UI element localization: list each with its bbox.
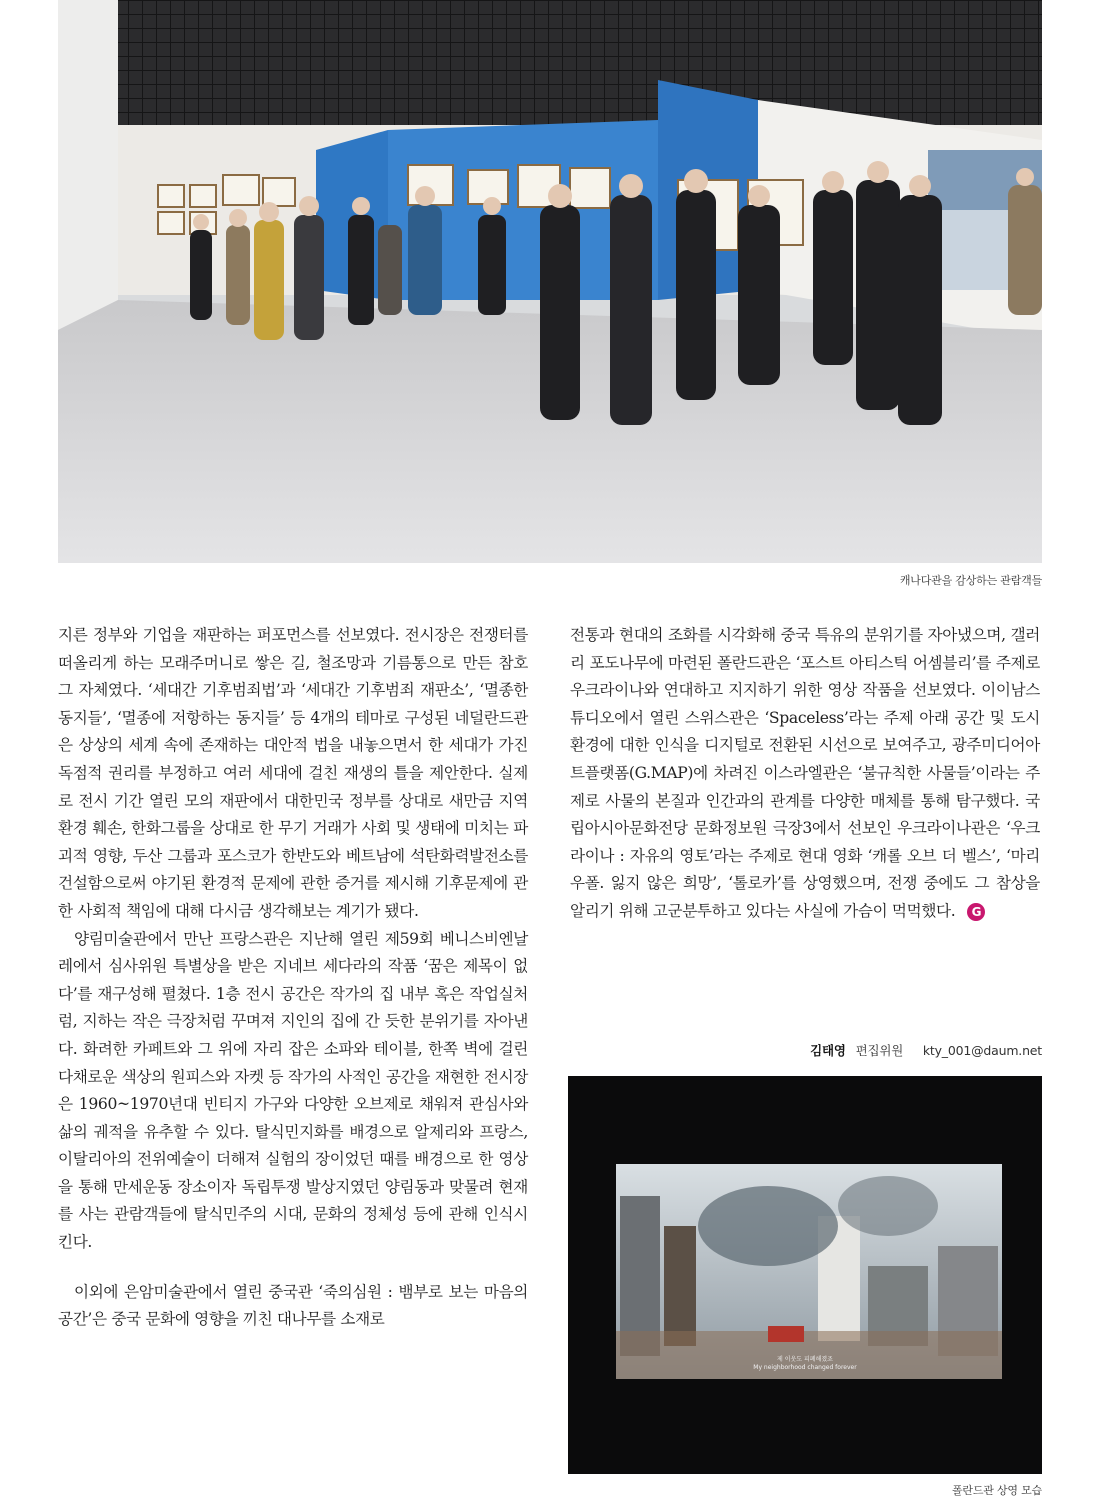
- paragraph: 양림미술관에서 만난 프랑스관은 지난해 열린 제59회 베니스비엔날레에서 심사위원 특별상을 받은 지네브 세다라의 작품 ‘꿈은 제목이 없다’를 재구성해 펼쳤다. 1층 전시 공간은 작가의 집 내부 혹은 작업실처럼, 지하는 작은 극장처럼 꾸며져 지인의 집에 간 듯한 분위기를 자아낸다. 화려한 카페트와 그 위에 자리 잡은 소파와 테이블, 한쪽 벽에 걸린 다채로운 색상의 원피스와 자켓 등 작가의 사적인 공간을 재현한 전시장은 1960~1970년대 빈티지 가구와 다양한 오브제로 채워져 관심사와 삶의 궤적을 유추할 수 있다. 탈식민지화를 배경으로 알제리와 프랑스, 이탈리아의 전위예술이 더해져 실험의 장이었던 때를 배경으로 한 영상을 통해 만세운동 장소이자 독립투쟁 발상지였던 양림동과 맞물려 현재를 사는 관람객들에 탈식민주의 시대, 문화의 정체성 등에 관해 인식시킨다.: [58, 929, 528, 1252]
- byline: [810, 1041, 1042, 1059]
- author-role: 편집위원: [855, 1043, 904, 1058]
- film-subtitle-english: My neighborhood changed forever: [753, 1364, 857, 1371]
- author-name: 김태영: [810, 1043, 846, 1058]
- article-left-column: [58, 622, 528, 1334]
- screening-photo: [568, 1076, 1042, 1474]
- author-email: kty_001@daum.net: [922, 1043, 1042, 1058]
- bottom-photo-caption: 폴란드관 상영 모습: [951, 1484, 1042, 1497]
- gallery-photo: [58, 0, 1042, 563]
- paragraph: [570, 622, 1040, 926]
- paragraph: 지른 정부와 기업을 재판하는 퍼포먼스를 선보였다. 전시장은 전쟁터를 떠올리게 하는 모래주머니로 쌓은 길, 철조망과 기름통으로 만든 참호 그 자체였다. ‘세대간 기후범죄법’과 ‘세대간 기후범죄 재판소’, ‘멸종한 동지들’, ‘멸종에 저항하는 동지들’ 등 4개의 테마로 구성된 네덜란드관은 상상의 세계 속에 존재하는 대안적 법을 내놓으면서 한 세대가 가진 독점적 권리를 부정하고 여러 세대에 걸친 재생의 틀을 제안한다. 실제로 전시 기간 열린 모의 재판에서 대한민국 정부를 상대로 새만금 지역 환경 훼손, 한화그룹을 상대로 한 무기 거래가 사회 및 생태에 미치는 파괴적 영향, 두산 그룹과 포스코가 한반도와 베트남에 석탄화력발전소를 건설함으로써 야기된 환경적 문제에 관한 증거를 제시해 기후문제에 관한 사회적 책임에 대해 다시금 생각해보는 계기가 됐다.: [58, 626, 528, 920]
- top-photo-caption: 캐나다관을 감상하는 관람객들: [899, 574, 1042, 587]
- end-mark-logo: G: [967, 903, 985, 921]
- article-right-column: [570, 622, 1040, 926]
- paragraph: 이외에 은암미술관에서 열린 중국관 ‘죽의심원 : 뱀부로 보는 마음의 공간’은 중국 문화에 영향을 끼친 대나무를 소재로: [58, 1282, 528, 1329]
- paragraph-text: 전통과 현대의 조화를 시각화해 중국 특유의 분위기를 자아냈으며, 갤러리 포도나무에 마련된 폴란드관은 ‘포스트 아티스틱 어셈블리’를 주제로 우크라이나와 연대하고 지지하기 위한 영상 작품을 선보였다. 이이남스튜디오에서 열린 스위스관은 ‘Spaceless’라는 주제 아래 공간 및 도시환경에 대한 인식을 디지털로 전환된 시선으로 보여주고, 광주미디어아트플랫폼(G.MAP)에 차려진 이스라엘관은 ‘불규칙한 사물들’이라는 주제로 사물의 본질과 인간과의 관계를 다양한 매체를 통해 탐구했다. 국립아시아문화전당 문화정보원 극장3에서 선보인 우크라이나관은 ‘우크라이나 : 자유의 영토’라는 주제로 현대 영화 ‘캐롤 오브 더 벨스’, ‘마리우폴. 잃지 않은 희망’, ‘톨로카’를 상영했으며, 전쟁 중에도 그 참상을 알리기 위해 고군분투하고 있다는 사실에 가슴이 먹먹했다.: [570, 626, 1040, 920]
- film-subtitle-korean: 제 이웃도 피폐해졌죠: [777, 1356, 833, 1363]
